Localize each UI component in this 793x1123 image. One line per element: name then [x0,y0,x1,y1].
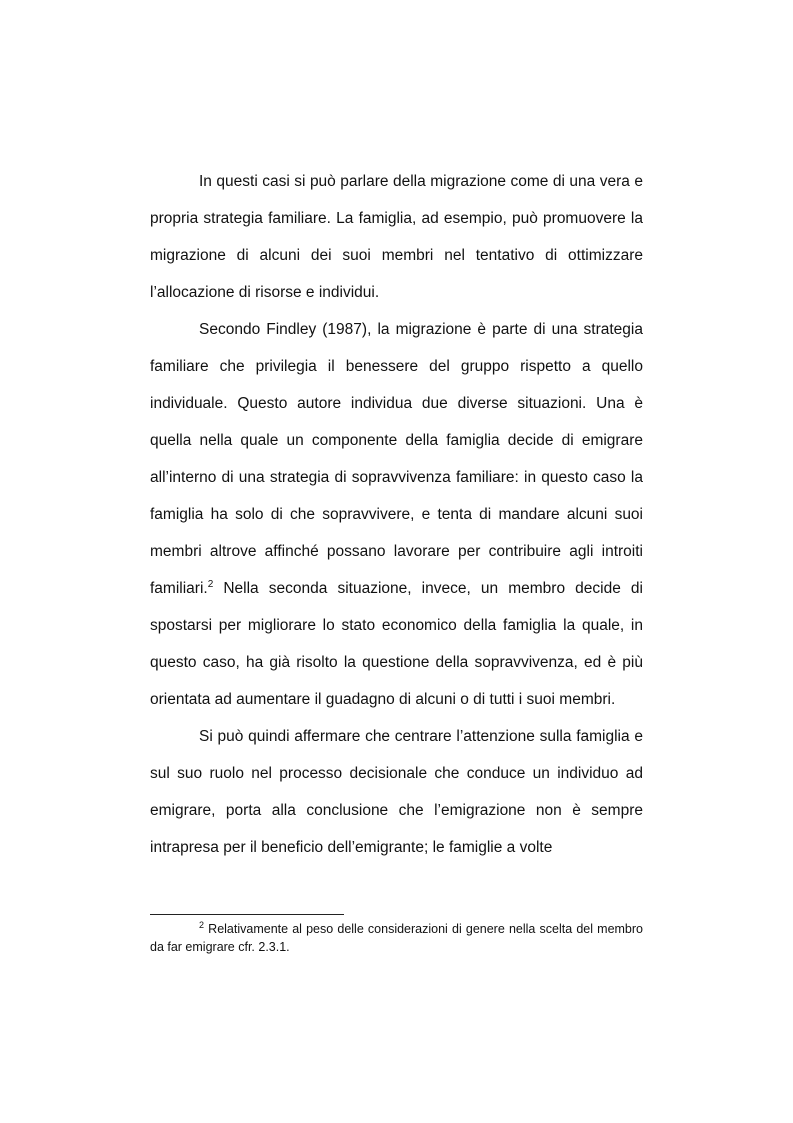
paragraph-3 [150,718,643,866]
footnote-text: Relativamente al peso delle considerazioni di genere nella scelta del membro da far emigrare cfr. 2.3.1. [150,922,643,954]
footnote-number: 2 [199,920,205,930]
footnote-reference[interactable]: 2 [207,579,214,590]
paragraph-2-text-before: Secondo Findley (1987), la migrazione è parte di una strategia familiare che privilegia il benessere del gruppo rispetto a quello individuale. Questo autore individua due diverse situazioni. Una è quella nella quale un componente della famiglia decide di emigrare all’interno di una strategia di sopravvivenza familiare: in questo caso la famiglia ha solo di che sopravvivere, e tenta di mandare alcuni suoi membri altrove affinché possano lavorare per contribuire agli introiti familiari. [150,321,643,597]
paragraph-2 [150,311,643,718]
paragraph-3-text: Si può quindi affermare che centrare l’attenzione sulla famiglia e sul suo ruolo nel processo decisionale che conduce un individuo ad emigrare, porta alla conclusione che l’emigrazione non è sempre intrapresa per il beneficio dell’emigrante; le famiglie a volte [150,728,643,856]
paragraph-1-text: In questi casi si può parlare della migrazione come di una vera e propria strategia familiare. La famiglia, ad esempio, può promuovere la migrazione di alcuni dei suoi membri nel tentativo di ottimizzare l’allocazione di risorse e individui. [150,173,643,301]
page-body [150,163,643,866]
paragraph-2-text-after: Nella seconda situazione, invece, un membro decide di spostarsi per migliorare lo stato economico della famiglia la quale, in questo caso, ha già risolto la questione della sopravvivenza, ed è più orientata ad aumentare il guadagno di alcuni o di tutti i suoi membri. [150,580,643,708]
footnote [150,920,643,956]
paragraph-1 [150,163,643,311]
footnote-separator [150,914,344,915]
